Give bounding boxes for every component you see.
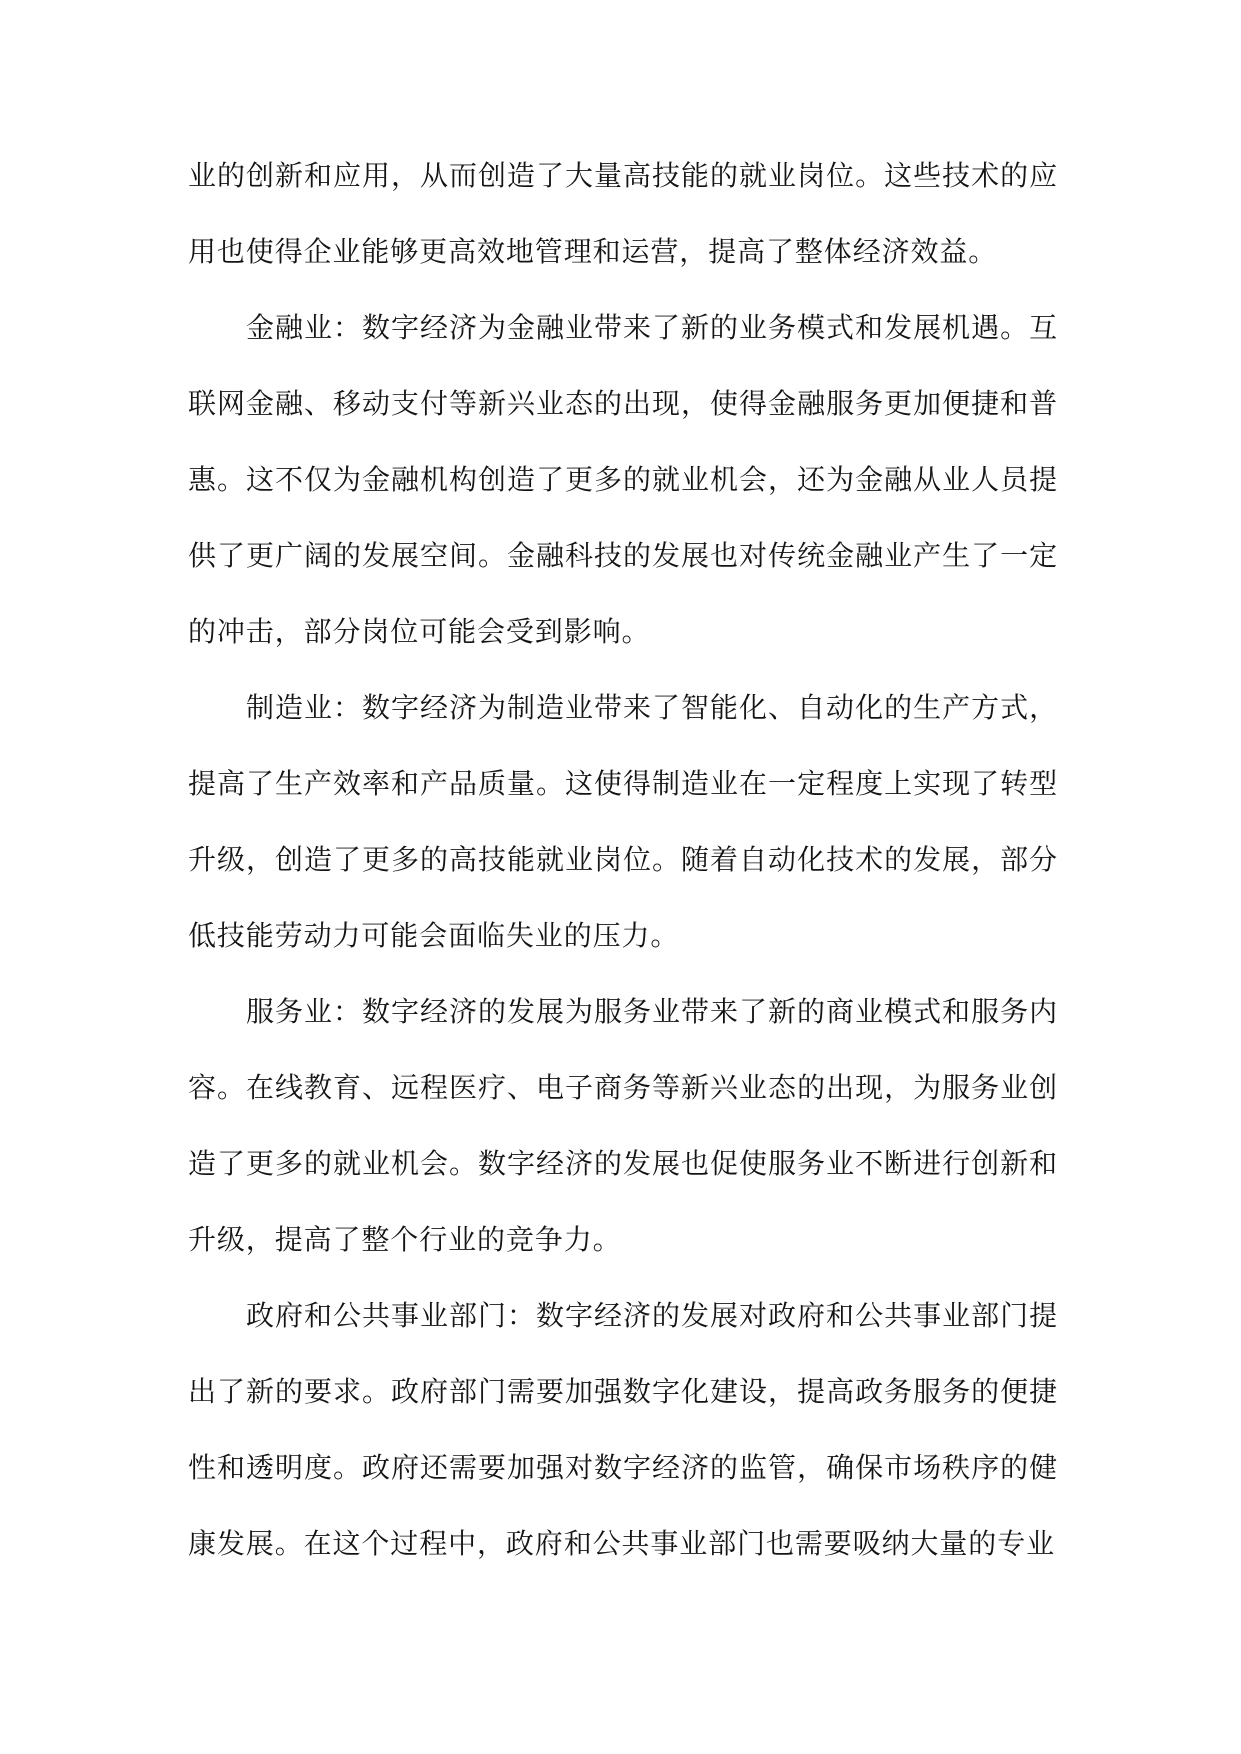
paragraph-continuation: 业的创新和应用，从而创造了大量高技能的就业岗位。这些技术的应用也使得企业能够更高效地管理和运营，提高了整体经济效益。: [188, 159, 1058, 268]
document-body: [188, 138, 1058, 1582]
paragraph-government: 政府和公共事业部门：数字经济的发展对政府和公共事业部门提出了新的要求。政府部门需要加强数字化建设，提高政务服务的便捷性和透明度。政府还需要加强对数字经济的监管，确保市场秩序的健康发展。在这个过程中，政府和公共事业部门也需要吸纳大量的专业: [188, 1299, 1058, 1560]
paragraph-services: 服务业：数字经济的发展为服务业带来了新的商业模式和服务内容。在线教育、远程医疗、电子商务等新兴业态的出现，为服务业创造了更多的就业机会。数字经济的发展也促使服务业不断进行创新和升级，提高了整个行业的竞争力。: [188, 995, 1058, 1256]
paragraph-manufacturing: 制造业：数字经济为制造业带来了智能化、自动化的生产方式，提高了生产效率和产品质量。这使得制造业在一定程度上实现了转型升级，创造了更多的高技能就业岗位。随着自动化技术的发展，部分低技能劳动力可能会面临失业的压力。: [188, 691, 1058, 952]
paragraph-finance: 金融业：数字经济为金融业带来了新的业务模式和发展机遇。互联网金融、移动支付等新兴业态的出现，使得金融服务更加便捷和普惠。这不仅为金融机构创造了更多的就业机会，还为金融从业人员提供了更广阔的发展空间。金融科技的发展也对传统金融业产生了一定的冲击，部分岗位可能会受到影响。: [188, 311, 1058, 648]
